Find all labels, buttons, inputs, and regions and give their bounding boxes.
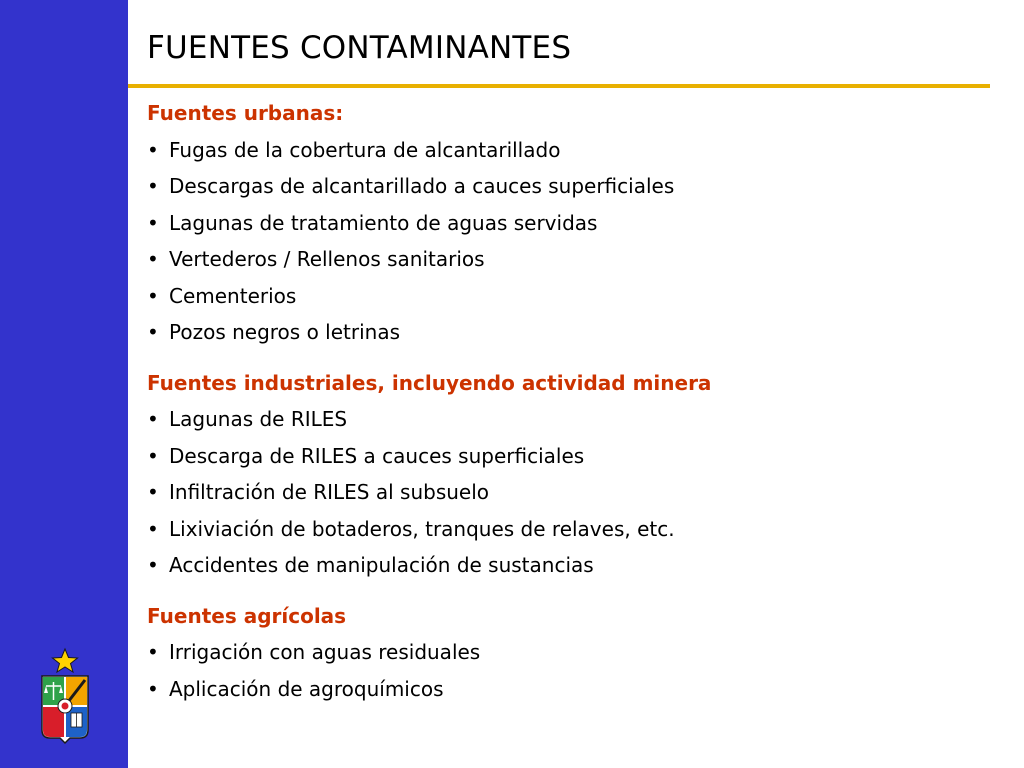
list-item [147,401,711,438]
bullet-icon: • [147,320,159,344]
bullet-icon: • [147,247,159,271]
list-item [147,511,711,548]
list-item-text: Descarga de RILES a cauces superficiales [169,443,585,468]
slide-title: FUENTES CONTAMINANTES [147,30,572,66]
title-underline [128,84,990,88]
list-item [147,314,711,351]
list-item [147,168,711,205]
list-item-text: Vertederos / Rellenos sanitarios [169,247,485,271]
list-item-text: Descargas de alcantarillado a cauces superficiales [169,174,675,198]
bullet-icon: • [147,407,159,431]
bullet-icon: • [147,137,159,162]
list-item [147,278,711,315]
bullet-icon: • [147,210,159,235]
list-item-text: Lagunas de tratamiento de aguas servidas [169,210,598,235]
list-item-text: Lagunas de RILES [169,407,348,431]
bullet-icon: • [147,443,159,468]
list-item [147,547,711,584]
bullet-icon: • [147,640,159,664]
list-item [147,474,711,511]
list-item-text: Irrigación con aguas residuales [169,640,481,664]
section-heading: Fuentes agrícolas [147,603,347,628]
slide-content [147,95,711,707]
section-spacer [147,584,711,598]
section-spacer [147,351,711,365]
bullet-icon: • [147,480,159,504]
section-industriales [147,365,711,584]
list-item [147,205,711,242]
bullet-icon: • [147,174,159,198]
list-item [147,241,711,278]
list-item-text: Fugas de la cobertura de alcantarillado [169,137,561,162]
section-heading: Fuentes industriales, incluyendo actividad minera [147,370,712,395]
section-heading: Fuentes urbanas: [147,101,344,125]
list-item [147,132,711,169]
bullet-icon: • [147,283,159,308]
list-item-text: Cementerios [169,283,297,308]
university-coat-of-arms-icon [36,646,94,750]
bullet-icon: • [147,553,159,577]
list-item [147,634,711,671]
coat-of-arms-graphic [36,646,94,746]
list-item-text: Aplicación de agroquímicos [169,676,444,701]
list-item [147,671,711,708]
list-item-text: Infiltración de RILES al subsuelo [169,480,490,504]
section-urbanas [147,95,711,351]
list-item-text: Accidentes de manipulación de sustancias [169,553,594,577]
bullet-icon: • [147,516,159,541]
bullet-icon: • [147,676,159,701]
section-agricolas [147,598,711,708]
list-item-text: Lixiviación de botaderos, tranques de relaves, etc. [169,516,675,541]
list-item-text: Pozos negros o letrinas [169,320,400,344]
list-item [147,438,711,475]
